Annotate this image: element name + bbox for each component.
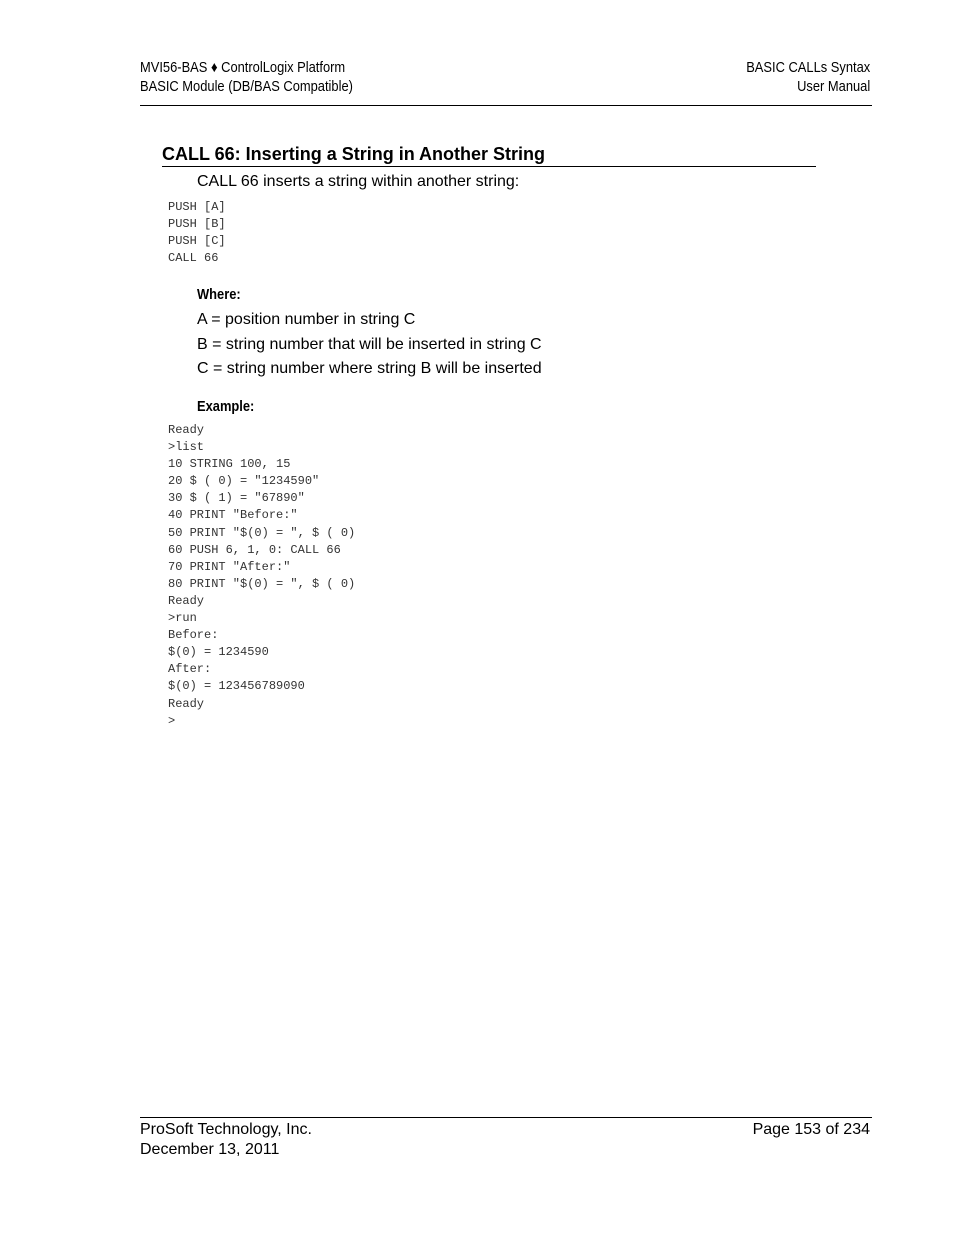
- header-left: [140, 58, 353, 96]
- header-right: [746, 58, 870, 96]
- code-line: 30 $ ( 1) = "67890": [168, 491, 305, 506]
- code-line: After:: [168, 662, 212, 677]
- footer-left: [140, 1120, 312, 1159]
- code-line: $(0) = 123456789090: [168, 679, 305, 694]
- header-product-subtitle: BASIC Module (DB/BAS Compatible): [140, 78, 353, 95]
- code-line: >: [168, 713, 176, 728]
- footer-date: December 13, 2011: [140, 1140, 280, 1158]
- code-line: PUSH [C]: [168, 234, 226, 249]
- page-footer: [140, 1117, 872, 1168]
- footer-company: ProSoft Technology, Inc.: [140, 1121, 312, 1138]
- page-header: [140, 56, 872, 106]
- code-line: Ready: [168, 593, 205, 608]
- code-line: $(0) = 1234590: [168, 645, 269, 660]
- code-line: CALL 66: [168, 251, 219, 266]
- code-line: Ready: [168, 423, 205, 437]
- code-line: 40 PRINT "Before:": [168, 508, 298, 523]
- code-line: >list: [168, 440, 205, 455]
- where-heading: Where:: [197, 286, 241, 303]
- code-line: 60 PUSH 6, 1, 0: CALL 66: [168, 542, 341, 557]
- header-product-title: MVI56-BAS ♦ ControlLogix Platform: [140, 59, 346, 76]
- example-heading: Example:: [197, 398, 255, 415]
- definition-item: C = string number where string B will be inserted: [197, 360, 542, 377]
- code-line: 50 PRINT "$(0) = ", $ ( 0): [168, 525, 356, 540]
- code-line: 10 STRING 100, 15: [168, 457, 291, 472]
- code-line: PUSH [A]: [168, 200, 226, 214]
- header-chapter-title: BASIC CALLs Syntax: [745, 59, 870, 76]
- definition-item: A = position number in string C: [197, 311, 416, 328]
- code-line: PUSH [B]: [168, 217, 226, 232]
- syntax-code-block: [168, 199, 226, 267]
- intro-text: CALL 66 inserts a string within another string:: [197, 173, 520, 190]
- code-line: 70 PRINT "After:": [168, 559, 291, 574]
- code-line: Ready: [168, 696, 205, 711]
- code-line: 80 PRINT "$(0) = ", $ ( 0): [168, 576, 356, 591]
- code-line: >run: [168, 611, 197, 626]
- example-code-block: [168, 422, 355, 730]
- definition-item: B = string number that will be inserted in string C: [197, 335, 542, 353]
- header-manual-type: User Manual: [796, 78, 870, 95]
- code-line: 20 $ ( 0) = "1234590": [168, 474, 320, 489]
- footer-page-number: Page 153 of 234: [752, 1121, 870, 1138]
- definition-list: [197, 308, 542, 382]
- section-heading: CALL 66: Inserting a String in Another String: [162, 143, 816, 167]
- code-line: Before:: [168, 628, 219, 643]
